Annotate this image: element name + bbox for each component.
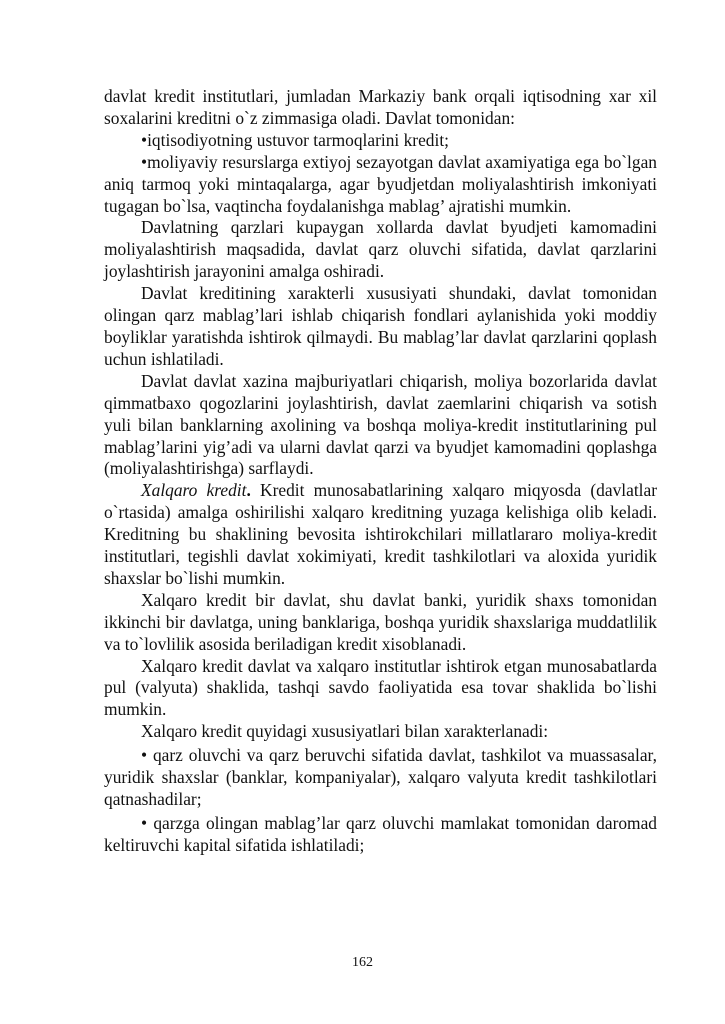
- paragraph-state-credit-feature: Davlat kreditining xarakterli xususiyati shundaki, davlat tomonidan olingan qarz mablag’lari ishlab chiqarish fondlari aylanishida yoki moddiy boyliklar yaratishda ishtirok qilmaydi. Bu mablag’lar davlat qarzlarini qoplash uchun ishlatiladi.: [104, 283, 657, 369]
- paragraph-state-debt: Davlatning qarzlari kupaygan xollarda davlat byudjeti kamomadini moliyalashtirish maqsadida, davlat qarz oluvchi sifatida, davlat qarzlarini joylashtirish jarayonini amalga oshiradi.: [104, 217, 657, 282]
- paragraph-features-intro: Xalqaro kredit quyidagi xususiyatlari bilan xarakterlanadi:: [141, 721, 549, 742]
- international-credit-heading: Xalqaro kredit: [141, 480, 247, 501]
- document-page: [104, 86, 657, 857]
- bullet-capital-use: • qarzga olingan mablag’lar qarz oluvchi mamlakat tomonidan daromad keltiruvchi kapital sifatida ishlatiladi;: [104, 812, 657, 855]
- international-credit-text: Kredit munosabatlarining xalqaro miqyosda (davlatlar o`rtasida) amalga oshirilishi xalqaro kreditning yuzaga kelishiga olib keladi. Kreditning bu shaklining bevosita ishtirokchilari millatlararo moliya-kredit institutlari, tegishli davlat xokimiyati, kredit tashkilotlari va aloxida yuridik shaxslar bo`lishi mumkin.: [104, 480, 658, 588]
- bullet-priority-sectors: •iqtisodiyotning ustuvor tarmoqlarini kredit;: [141, 129, 449, 150]
- bullet-resource-needs: •moliyaviy resurslarga extiyoj sezayotgan davlat axamiyatiga ega bo`lgan aniq tarmoq yoki mintaqalarga, agar byudjetdan moliyalashtirish imkoniyati tugagan bo`lsa, vaqtincha foydalanishga mablag’ ajratishi mumkin.: [104, 151, 657, 216]
- paragraph-international-credit: [104, 480, 657, 590]
- paragraph-1: davlat kredit institutlari, jumladan Markaziy bank orqali iqtisodning xar xil soxalarini kreditni o`z zimmasiga oladi. Davlat tomonidan:: [104, 86, 657, 128]
- paragraph-international-definition: Xalqaro kredit bir davlat, shu davlat banki, yuridik shaxs tomonidan ikkinchi bir davlatga, uning banklariga, boshqa yuridik shaxslariga muddatlilik va to`lovlilik asosida beriladigan kredit xisoblanadi.: [104, 589, 657, 654]
- paragraph-international-forms: Xalqaro kredit davlat va xalqaro institutlar ishtirok etgan munosabatlarda pul (valyuta) shaklida, tashqi savdo faoliyatida esa tovar shaklida bo`lishi mumkin.: [104, 655, 657, 720]
- heading-dot: .: [246, 480, 251, 501]
- paragraph-treasury-obligations: Davlat davlat xazina majburiyatlari chiqarish, moliya bozorlarida davlat qimmatbaxo qogozlarini joylashtirish, davlat zaemlarini chiqarish va sotish yuli bilan banklarning axolining va boshqa moliya-kredit institutlarining pul mablag’larini yig’adi va ularni davlat qarzi va byudjet kamomadini qoplashga (moliyalashtirishga) sarflaydi.: [104, 370, 657, 479]
- bullet-participants: • qarz oluvchi va qarz beruvchi sifatida davlat, tashkilot va muassasalar, yuridik shaxslar (banklar, kompaniyalar), xalqaro valyuta kredit tashkilotlari qatnashadilar;: [104, 745, 657, 809]
- page-number: 162: [352, 955, 373, 970]
